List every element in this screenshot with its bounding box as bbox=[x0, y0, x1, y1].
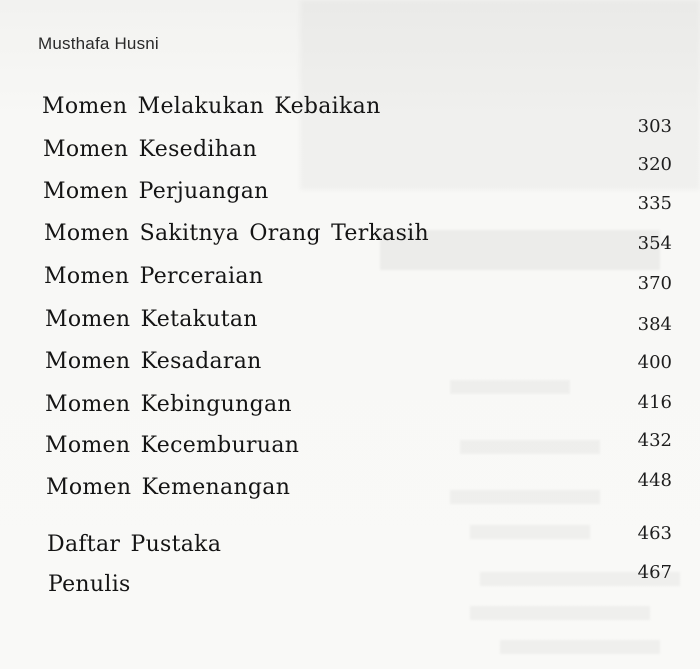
toc-entry bbox=[0, 349, 700, 389]
show-through-decoration bbox=[500, 640, 660, 654]
toc-entry-page: 354 bbox=[637, 233, 672, 254]
toc-entry-title: Momen Ketakutan bbox=[45, 307, 258, 332]
toc-entry-page: 335 bbox=[637, 193, 672, 214]
toc-entry bbox=[0, 470, 700, 515]
toc-entry-page: 467 bbox=[637, 562, 672, 583]
toc-entry-title: Momen Sakitnya Orang Terkasih bbox=[44, 221, 429, 246]
toc-entry-page: 432 bbox=[637, 430, 672, 451]
toc-entry-title: Daftar Pustaka bbox=[47, 532, 222, 557]
toc-entry bbox=[0, 562, 700, 612]
toc-entry-page: 370 bbox=[637, 273, 672, 294]
toc-entry-title: Momen Perjuangan bbox=[43, 179, 269, 204]
toc-entry-page: 448 bbox=[637, 470, 672, 491]
toc-entry-title: Momen Melakukan Kebaikan bbox=[42, 94, 381, 119]
toc-entry bbox=[0, 137, 700, 177]
toc-entry-page: 303 bbox=[637, 116, 672, 137]
toc-entry-page: 416 bbox=[637, 392, 672, 413]
toc-entry-title: Momen Perceraian bbox=[44, 264, 264, 289]
toc-entry bbox=[0, 523, 700, 572]
toc-entry bbox=[0, 264, 700, 304]
toc-entry bbox=[0, 221, 700, 261]
toc-entry bbox=[0, 179, 700, 219]
running-header-author: Musthafa Husni bbox=[38, 34, 159, 53]
toc-entry-page: 384 bbox=[637, 314, 672, 335]
toc-entry-title: Momen Kecemburuan bbox=[45, 433, 300, 458]
toc-entry-title: Momen Kebingungan bbox=[45, 392, 292, 417]
toc-entry bbox=[0, 430, 700, 473]
toc-entry-page: 320 bbox=[637, 154, 672, 175]
toc-entry-page: 400 bbox=[637, 352, 672, 373]
toc-entry-title: Momen Kesedihan bbox=[43, 137, 258, 162]
toc-entry-page: 463 bbox=[637, 523, 672, 544]
toc-entry bbox=[0, 392, 700, 432]
toc-entry bbox=[0, 307, 700, 347]
toc-entry bbox=[0, 94, 700, 137]
toc-entry-title: Penulis bbox=[48, 572, 131, 597]
toc-entry-title: Momen Kesadaran bbox=[45, 349, 262, 374]
toc-entry-title: Momen Kemenangan bbox=[46, 475, 291, 500]
